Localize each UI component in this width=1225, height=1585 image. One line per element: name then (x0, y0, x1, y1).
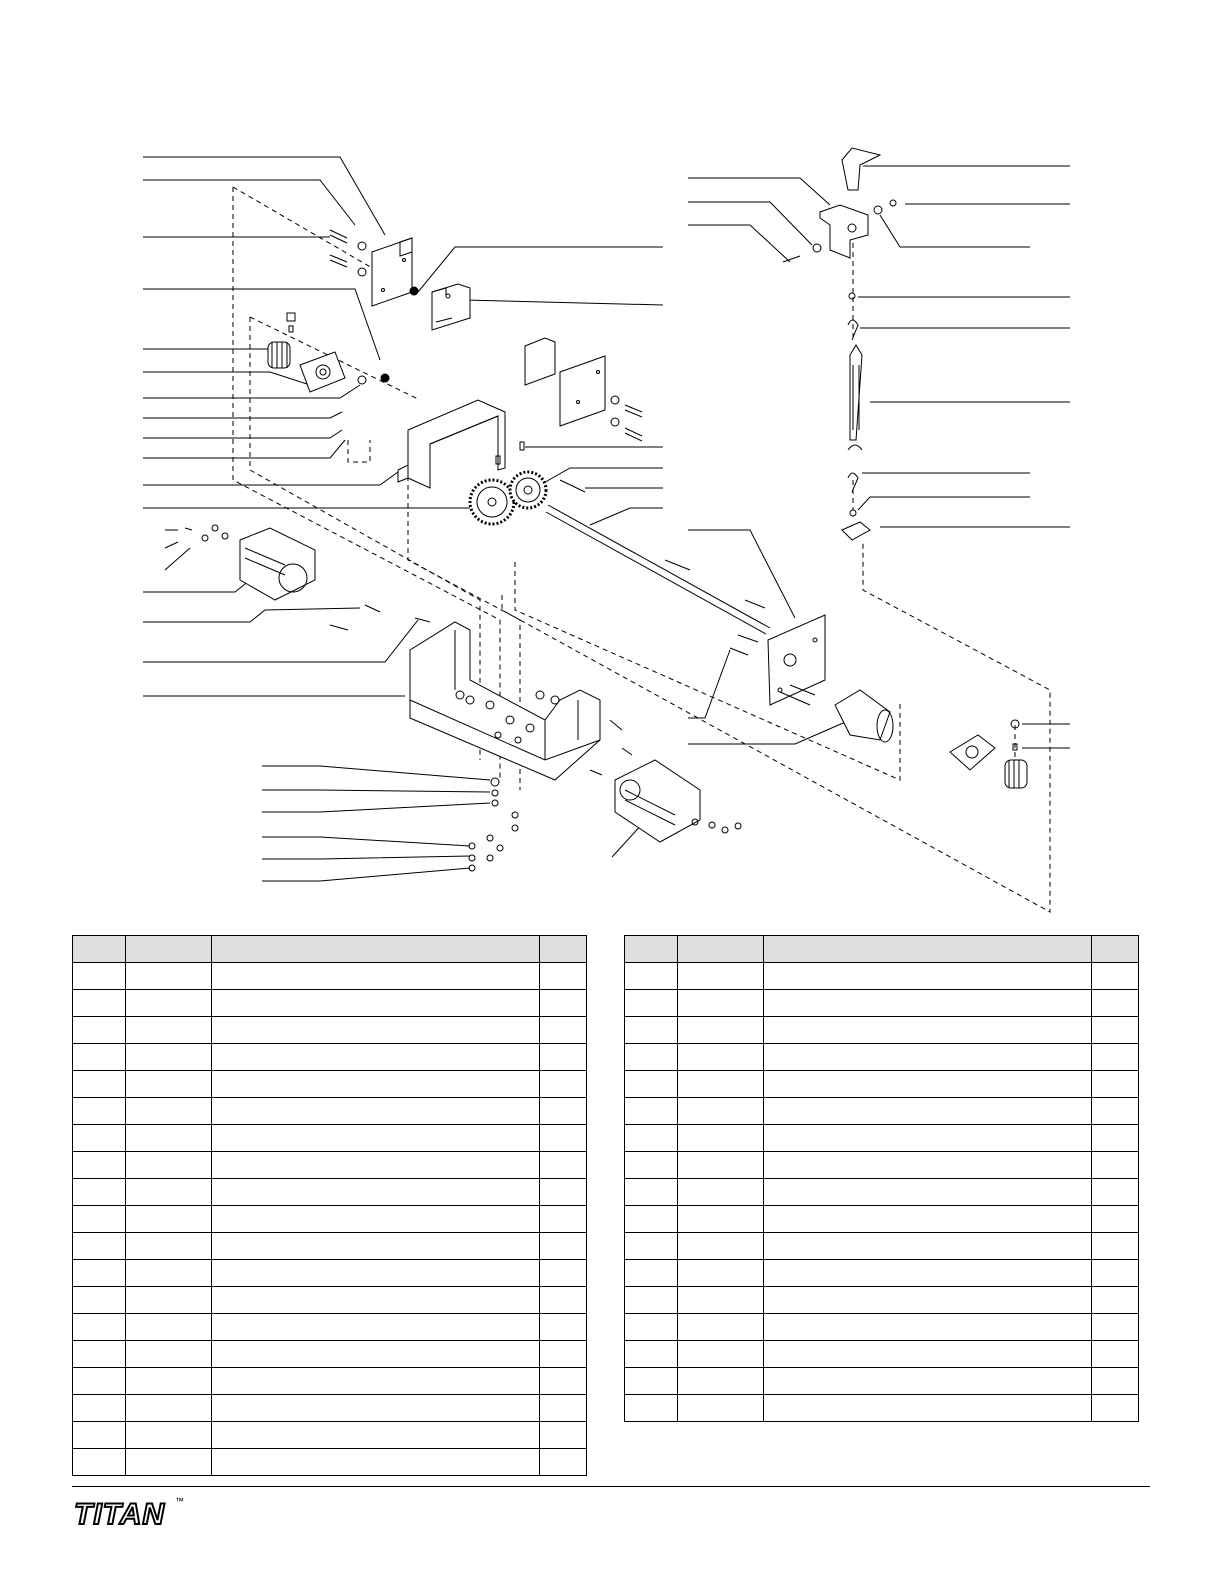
callout-leaders-right (688, 166, 1070, 748)
table-row (625, 1071, 1139, 1098)
parts-table-left (72, 935, 587, 1476)
table-row (73, 1233, 587, 1260)
drive-gears (470, 442, 546, 524)
table-row (73, 1422, 587, 1449)
turnbuckle-assembly (842, 293, 870, 540)
table-row (73, 990, 587, 1017)
table-row (73, 1287, 587, 1314)
clamp-handle-assembly (783, 148, 896, 262)
logo-text: TITAN (74, 1498, 166, 1531)
table-row (625, 1260, 1139, 1287)
table-row (625, 1314, 1139, 1341)
callout-leaders-center (418, 247, 850, 857)
table-row (73, 1260, 587, 1287)
table-row (73, 1314, 587, 1341)
table-row (73, 1152, 587, 1179)
table-body-left (73, 963, 587, 1476)
table-row (625, 990, 1139, 1017)
table-row (73, 1044, 587, 1071)
table-row (73, 1098, 587, 1125)
table-row (73, 1395, 587, 1422)
table-row (73, 1179, 587, 1206)
table-row (625, 1179, 1139, 1206)
upper-bearing-plate (372, 238, 418, 306)
bolts-top (330, 230, 366, 276)
trademark-symbol: ™ (175, 1496, 184, 1506)
gear-cover-housing (398, 400, 505, 488)
spare-pins (665, 560, 765, 655)
table-row (73, 1071, 587, 1098)
upper-pinion-and-bearing (268, 313, 389, 392)
table-row (625, 1395, 1139, 1422)
table-row (625, 963, 1139, 990)
main-frame (330, 605, 600, 780)
table-row (625, 1341, 1139, 1368)
table-row (625, 1125, 1139, 1152)
left-tube-guard (185, 525, 315, 600)
table-header-row (73, 936, 587, 963)
table-row (73, 1449, 587, 1476)
titan-logo (72, 1492, 192, 1532)
right-tube-guard (590, 720, 741, 842)
footer-rule (72, 1486, 1150, 1487)
table-body-right (625, 963, 1139, 1422)
table-row (625, 1368, 1139, 1395)
u-shaped-block (432, 284, 470, 330)
table-row (73, 1017, 587, 1044)
table-row (73, 1368, 587, 1395)
callout-leaders-left (143, 157, 490, 881)
table-row (73, 1341, 587, 1368)
motor-mount-plate (768, 615, 825, 705)
table-row (625, 1287, 1139, 1314)
drive-shaft (546, 480, 770, 634)
table-row (625, 1206, 1139, 1233)
table-row (625, 1233, 1139, 1260)
parts-table-right (624, 935, 1139, 1422)
table-row (73, 1206, 587, 1233)
drive-motor (835, 690, 893, 742)
lower-u-block-and-plate (525, 338, 642, 441)
table-row (625, 1017, 1139, 1044)
table-row (73, 963, 587, 990)
table-row (625, 1152, 1139, 1179)
table-row (73, 1125, 587, 1152)
table-header-row (625, 936, 1139, 963)
table-row (625, 1098, 1139, 1125)
table-row (625, 1044, 1139, 1071)
